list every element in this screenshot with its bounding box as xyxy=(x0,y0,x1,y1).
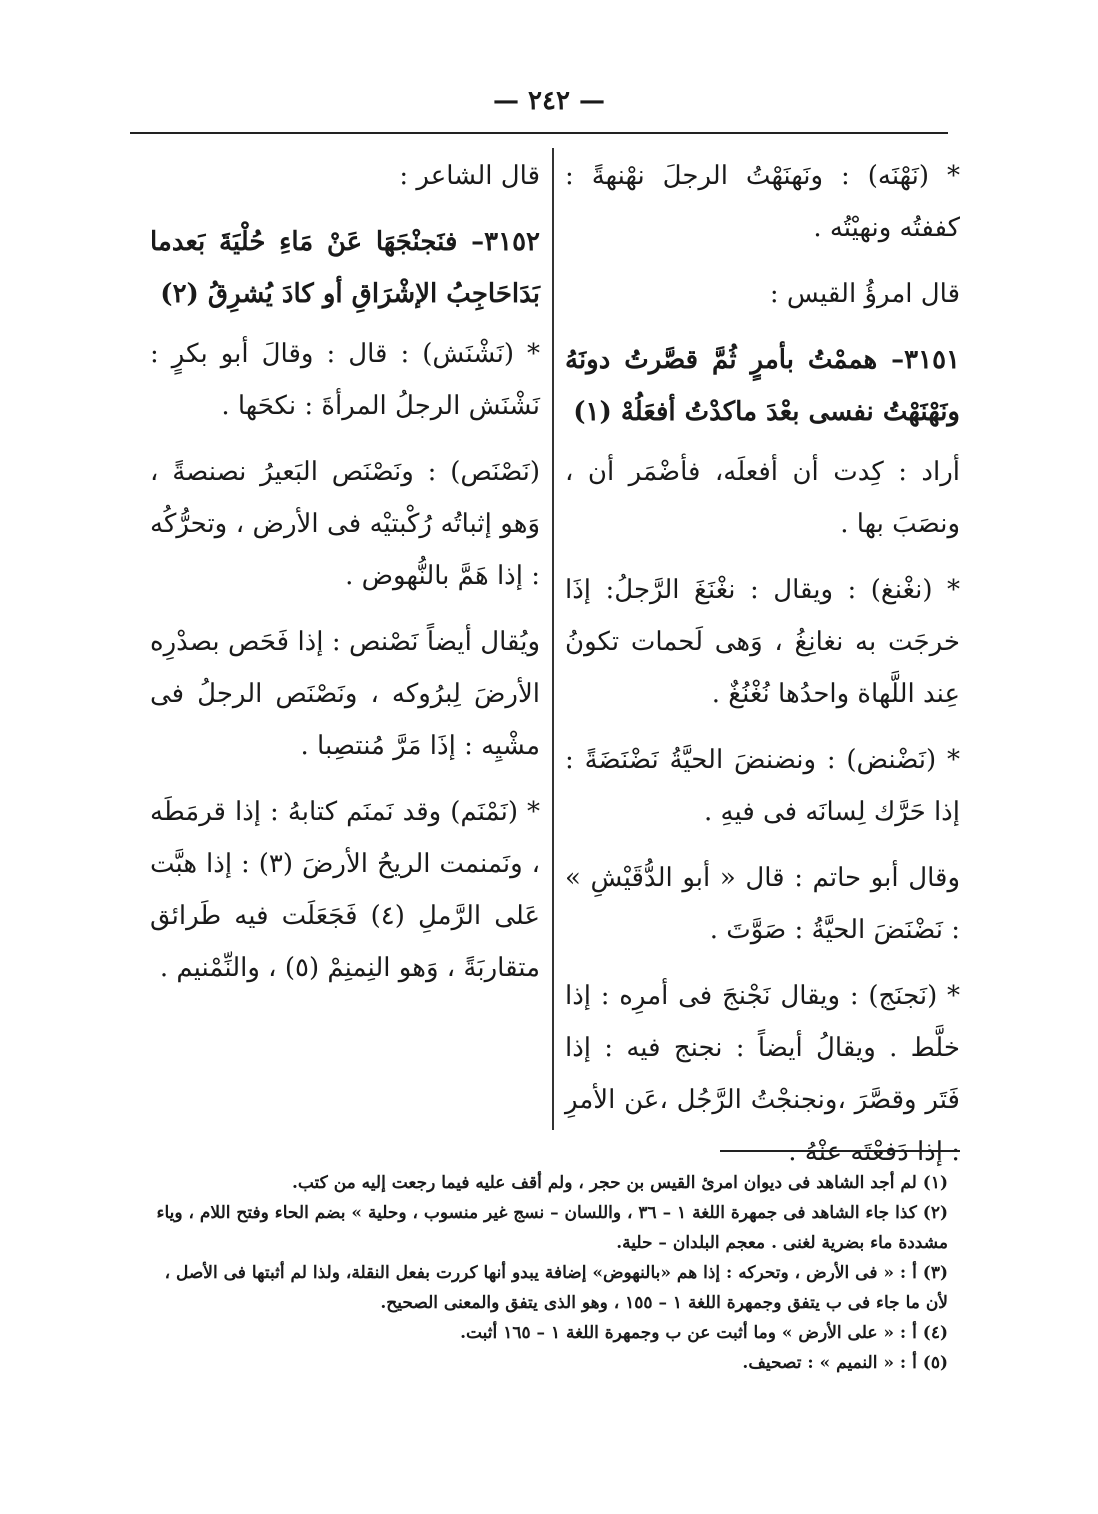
entry-paragraph: * (نَضْنض) : ونضنضَ الحيَّةُ نَضْنَضَةً : إذا حَرَّك لِسانَه فى فيهِ . xyxy=(565,745,960,827)
entry-paragraph: وقال أبو حاتم : قال « أبو الدُّقَيْشِ » : نَضْنَضَ الحيَّةُ : صَوَّتَ . xyxy=(565,863,960,945)
entry-paragraph: ويُقال أيضاً نَصْنص : إذا فَحَص بصدْرِه الأرضَ لِبرُوكه ، ونَصْنَص الرجلُ فى مشْيِه : إذَا مَرَّ مُنتصِبا . xyxy=(150,627,540,761)
entry-paragraph: قال امرؤُ القيس : xyxy=(769,279,960,309)
verse-line: ٣١٥١– هممْتُ بأمرٍ ثُمَّ قصَّرتُ دونَهُ ونَهْنَهْتُ نفسى بعْدَ ماكدْتُ أفعَلُهْ (١) xyxy=(565,345,960,427)
footnote: (٤) أ : « على الأرض » وما أثبت عن ب وجمهرة اللغة ١ – ١٦٥ أثبت. xyxy=(460,1323,948,1343)
header-rule xyxy=(130,132,948,134)
footnote-rule xyxy=(720,1150,960,1152)
entry-paragraph: * (نَمْنَم) وقد نَمنَم كتابهُ : إذا قرمَطَه ، ونَمنمت الريحُ الأرضَ (٣) : إذا هبَّت عَلى الرَّملِ (٤) فَجَعَلَت فيه طَرائق متقاربَةً ، وَهو النِمنِمْ (٥) ، والنِّمْنيم . xyxy=(150,797,540,983)
right-column xyxy=(565,150,960,1192)
verse-line: ٣١٥٢– فنَجنْجَهَا عَنْ مَاءِ حُلْيَةَ بَعدما بَدَاحَاجِبُ الإشْرَاقِ أو كادَ يُشرِقُ (٢) xyxy=(150,227,540,309)
page-number: — ٢٤٢ — xyxy=(492,86,606,116)
column-divider xyxy=(552,148,554,1130)
footnotes xyxy=(140,1168,948,1378)
footnote: (٥) أ : « النميم » : تصحيف. xyxy=(742,1353,948,1373)
entry-paragraph: * (نغْنغ) : ويقال : نغْنَغَ الرَّجلُ: إذَا خرجَت به نغانِغُ ، وَهى لَحمات تكونُ عِند اللَّهاة واحدُها نُغْنُغٌ . xyxy=(565,575,960,709)
entry-paragraph: * (نَجنَج) : ويقال نَجْنجَ فى أمرِه : إذا خلَّط . ويقالُ أيضاً : نجنج فيه : إذا فَتَر وقصَّرَ ،ونجنجْتُ الرَّجُل ،عَن الأمرِ : إذا دَفعْتَه عنْهُ . xyxy=(565,981,960,1167)
entry-paragraph: * (نَشْنَش) : قال : وقالَ أبو بكرٍ : نَشْنَش الرجلُ المرأةَ : نكحَها . xyxy=(150,339,540,421)
left-column xyxy=(150,150,540,1008)
entry-paragraph: (نَصْنَص) : ونَصْنَص البَعيرُ نصنصةً ، وَهو إثباتُه رُكْبتيْه فى الأرض ، وتحرُّكُه : إذا هَمَّ بالنُّهوض . xyxy=(150,457,540,591)
entry-paragraph: أراد : كِدت أن أفعلَه، فأضْمَر أن ، ونصَبَ بها . xyxy=(565,457,960,539)
entry-paragraph: قال الشاعر : xyxy=(399,161,540,191)
entry-paragraph: * (نَهْنَه) : ونَهنَهْتُ الرجلَ نهْنهةً : كففتُه ونهيْتُه . xyxy=(565,161,960,243)
footnote: (١) لم أجد الشاهد فى ديوان امرئ القيس بن حجر ، ولم أقف عليه فيما رجعت إليه من كتب. xyxy=(291,1173,948,1193)
footnote: (٢) كذا جاء الشاهد فى جمهرة اللغة ١ – ٣٦ ، واللسان – نسج غير منسوب ، وحلية » بضم الحاء وفتح اللام ، وياء مشددة ماء بضرية لغنى . معجم البلدان – حلية. xyxy=(156,1203,948,1253)
footnote: (٣) أ : « فى الأرض ، وتحركه : إذا هم «بالنهوض» إضافة يبدو أنها كررت بفعل النقلة، ولذا لم أثبتها فى الأصل ، لأن ما جاء فى ب يتفق وجمهرة اللغة ١ – ١٥٥ ، وهو الذى يتفق والمعنى الصحيح. xyxy=(164,1263,948,1313)
